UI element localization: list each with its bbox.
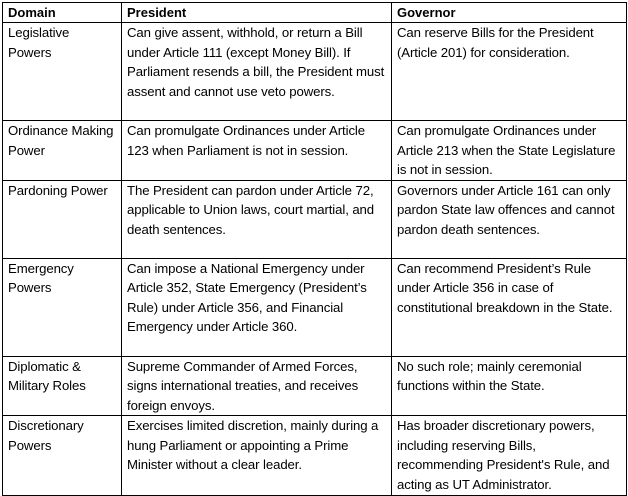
table-row — [3, 356, 627, 416]
table-row — [3, 416, 627, 496]
table-row — [3, 121, 627, 181]
table-row — [3, 258, 627, 356]
cell-president: Exercises limited discretion, mainly during a hung Parliament or appointing a Prime Minister without a clear leader. — [122, 416, 392, 496]
cell-president: Can impose a National Emergency under Article 352, State Emergency (President’s Rule) under Article 356, and Financial Emergency under Article 360. — [122, 258, 392, 356]
cell-domain: Pardoning Power — [3, 180, 122, 258]
cell-domain: Legislative Powers — [3, 23, 122, 121]
cell-domain: Emergency Powers — [3, 258, 122, 356]
cell-domain: Discretionary Powers — [3, 416, 122, 496]
cell-president: The President can pardon under Article 72, applicable to Union laws, court martial, and death sentences. — [122, 180, 392, 258]
cell-president: Supreme Commander of Armed Forces, signs international treaties, and receives foreign envoys. — [122, 356, 392, 416]
cell-governor: Can recommend President’s Rule under Article 356 in case of constitutional breakdown in the State. — [392, 258, 627, 356]
header-president: President — [122, 3, 392, 23]
header-domain: Domain — [3, 3, 122, 23]
cell-governor: Can promulgate Ordinances under Article 213 when the State Legislature is not in session. — [392, 121, 627, 181]
header-row — [3, 3, 627, 23]
header-governor: Governor — [392, 3, 627, 23]
table-row — [3, 23, 627, 121]
cell-governor: Governors under Article 161 can only pardon State law offences and cannot pardon death sentences. — [392, 180, 627, 258]
cell-domain: Diplomatic & Military Roles — [3, 356, 122, 416]
cell-governor: No such role; mainly ceremonial functions within the State. — [392, 356, 627, 416]
cell-governor: Can reserve Bills for the President (Article 201) for consideration. — [392, 23, 627, 121]
cell-governor: Has broader discretionary powers, including reserving Bills, recommending President's Rule, and acting as UT Administrator. — [392, 416, 627, 496]
cell-domain: Ordinance Making Power — [3, 121, 122, 181]
cell-president: Can give assent, withhold, or return a Bill under Article 111 (except Money Bill). If Parliament resends a bill, the President must assent and cannot use veto powers. — [122, 23, 392, 121]
table-row — [3, 180, 627, 258]
cell-president: Can promulgate Ordinances under Article 123 when Parliament is not in session. — [122, 121, 392, 181]
comparison-table — [2, 2, 627, 496]
